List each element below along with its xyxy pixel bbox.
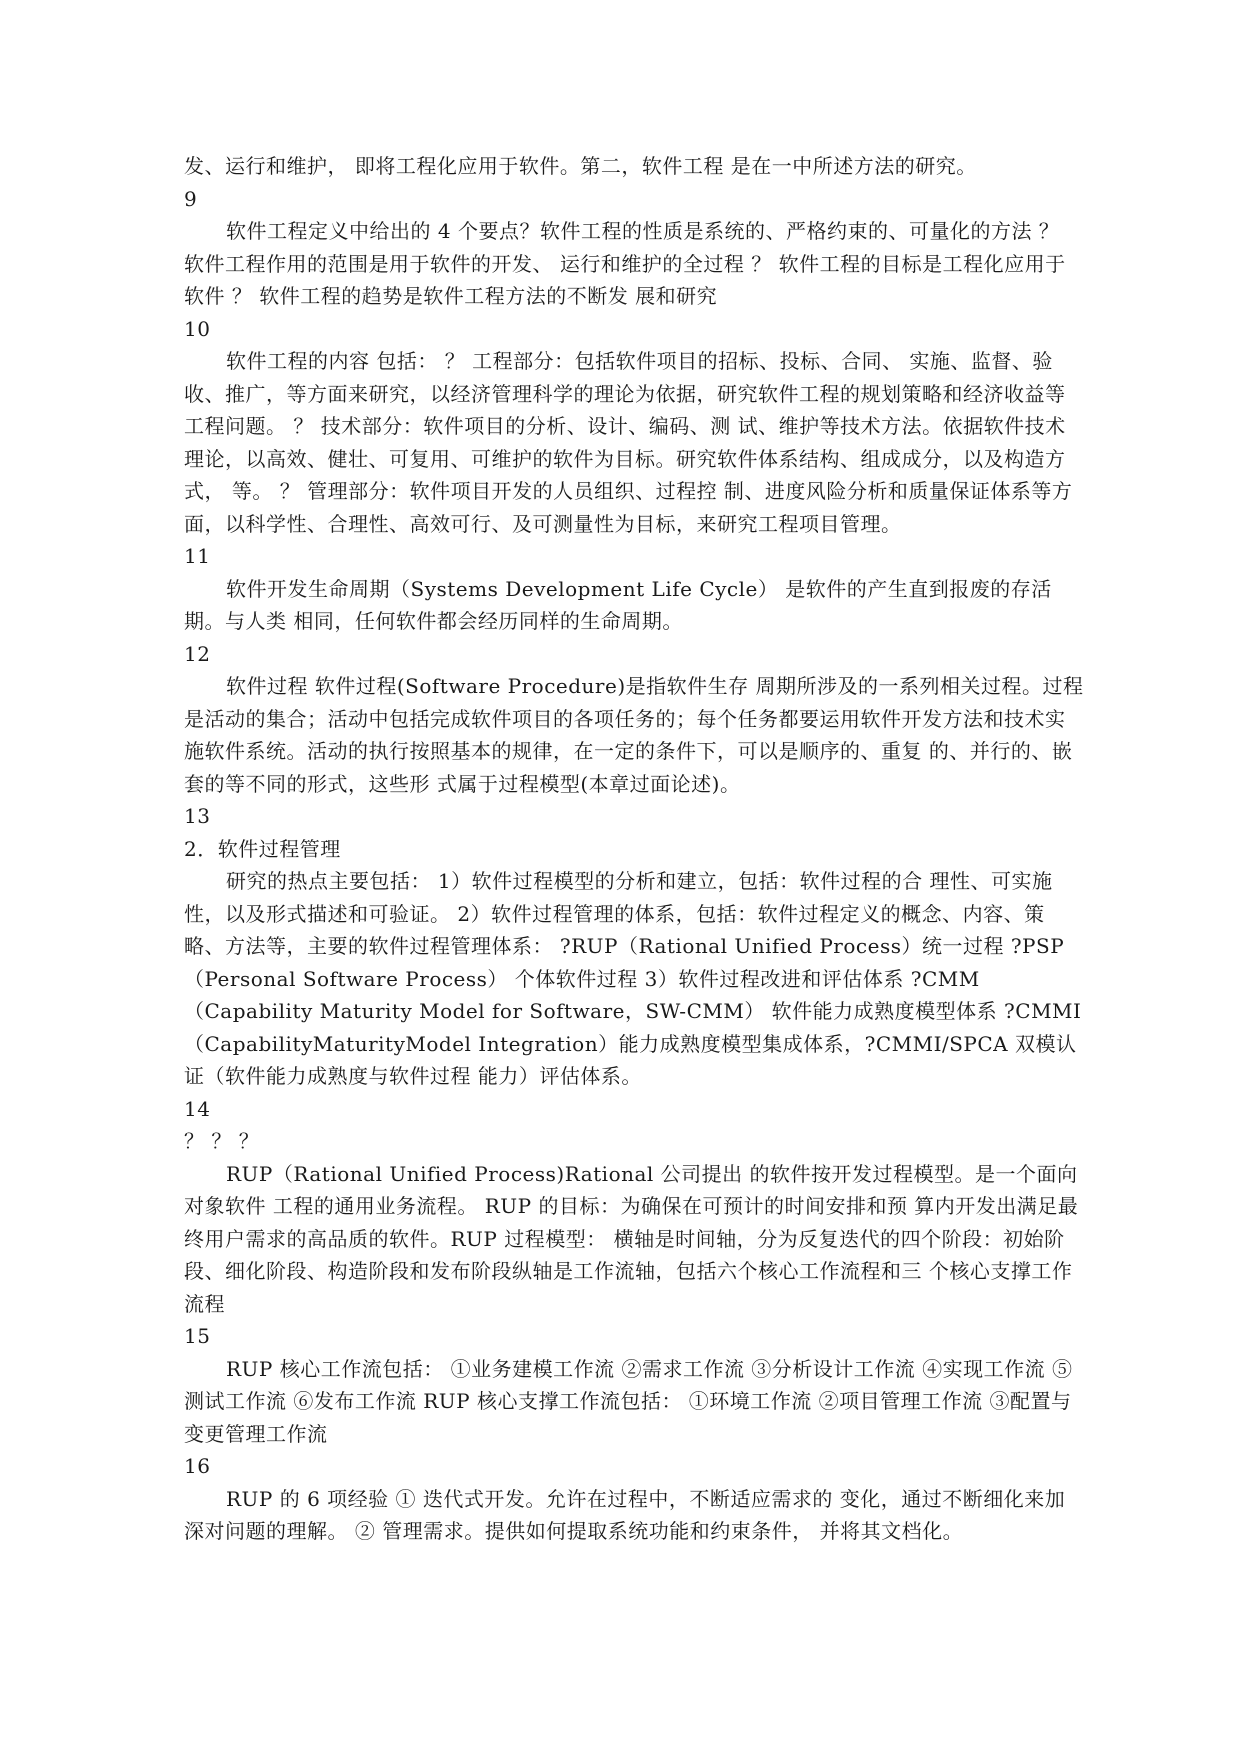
placeholder-marks: ？ ？ ？: [184, 1129, 260, 1153]
section-number: 10: [184, 316, 211, 341]
section-number: 14: [184, 1096, 211, 1121]
section-heading: 2．软件过程管理: [184, 836, 341, 861]
paragraph: RUP（Rational Unified Process)Rational 公司提出 的软件按开发过程模型。是一个面向对象软件 工程的通用业务流程。 RUP 的目标：为确保在可预计的时间安排和预 算内开发出满足最终用户需求的高品质的软件。RUP 过程模型： 横轴是时间轴，分为反复迭代的四个阶段：初始阶段、细化阶段、构造阶段和发布阶段纵轴是工作流轴，包括六个核心工作流程和三 个核心支撑工作流程: [184, 1161, 1079, 1316]
paragraph: 软件工程定义中给出的 4 个要点？软件工程的性质是系统的、严格约束的、可量化的方法 ？ 软件工程作用的范围是用于软件的开发、 运行和维护的全过程 ？ 软件工程的目标是工程化应用于软件 ？ 软件工程的趋势是软件工程方法的不断发 展和研究: [184, 219, 1066, 308]
paragraph: 软件过程 软件过程(Software Procedure)是指软件生存 周期所涉及的一系列相关过程。过程是活动的集合；活动中包括完成软件项目的各项任务的；每个任务都要运用软件开发方法和技术实施软件系统。活动的执行按照基本的规律，在一定的条件下，可以是顺序的、重复 的、并行的、嵌套的等不同的形式，这些形 式属于过程模型(本章过面论述)。: [184, 674, 1084, 796]
section-number: 12: [184, 641, 211, 666]
paragraph: 软件工程的内容 包括： ？ 工程部分：包括软件项目的招标、投标、合同、 实施、监督、验收、推广，等方面来研究，以经济管理科学的理论为依据，研究软件工程的规划策略和经济收益等工程问题。 ？ 技术部分：软件项目的分析、设计、编码、测 试、维护等技术方法。依据软件技术理论，以高效、健壮、可复用、可维护的软件为目标。研究软件体系结构、组成成分，以及构造方式， 等。 ？ 管理部分：软件项目开发的人员组织、过程控 制、进度风险分析和质量保证体系等方面，以科学性、合理性、高效可行、及可测量性为目标，来研究工程项目管理。: [184, 349, 1073, 536]
paragraph: RUP 核心工作流包括： ①业务建模工作流 ②需求工作流 ③分析设计工作流 ④实现工作流 ⑤测试工作流 ⑥发布工作流 RUP 核心支撑工作流包括： ①环境工作流 ②项目管理工作流 ③配置与变更管理工作流: [184, 1356, 1073, 1446]
paragraph: 研究的热点主要包括： 1）软件过程模型的分析和建立，包括：软件过程的合 理性、可实施性，以及形式描述和可验证。 2）软件过程管理的体系，包括：软件过程定义的概念、内容、策略、方法等，主要的软件过程管理体系： ?RUP（Rational Unified Process）统一过程 ?PSP（Personal Software Process） 个体软件过程 3）软件过程改进和评估体系 ?CMM（Capability Maturity Model for Software，SW-CMM） 软件能力成熟度模型体系 ?CMMI（CapabilityMaturityModel Integration）能力成熟度模型集成体系，?CMMI/SPCA 双模认证（软件能力成熟度与软件过程 能力）评估体系。: [184, 869, 1082, 1088]
paragraph: RUP 的 6 项经验 ① 迭代式开发。允许在过程中，不断适应需求的 变化，通过不断细化来加深对问题的理解。 ② 管理需求。提供如何提取系统功能和约束条件， 并将其文档化。: [184, 1486, 1066, 1543]
section-number: 11: [184, 544, 211, 568]
paragraph: 软件开发生命周期（Systems Development Life Cycle） 是软件的产生直到报废的存活期。与人类 相同，任何软件都会经历同样的生命周期。: [184, 576, 1052, 633]
section-number: 16: [184, 1454, 211, 1478]
paragraph: 发、运行和维护， 即将工程化应用于软件。第二，软件工程 是在一中所述方法的研究。: [184, 154, 977, 178]
section-number: 13: [184, 804, 211, 828]
section-number: 9: [184, 186, 198, 211]
document-body: [184, 150, 1084, 1548]
section-number: 15: [184, 1324, 211, 1348]
